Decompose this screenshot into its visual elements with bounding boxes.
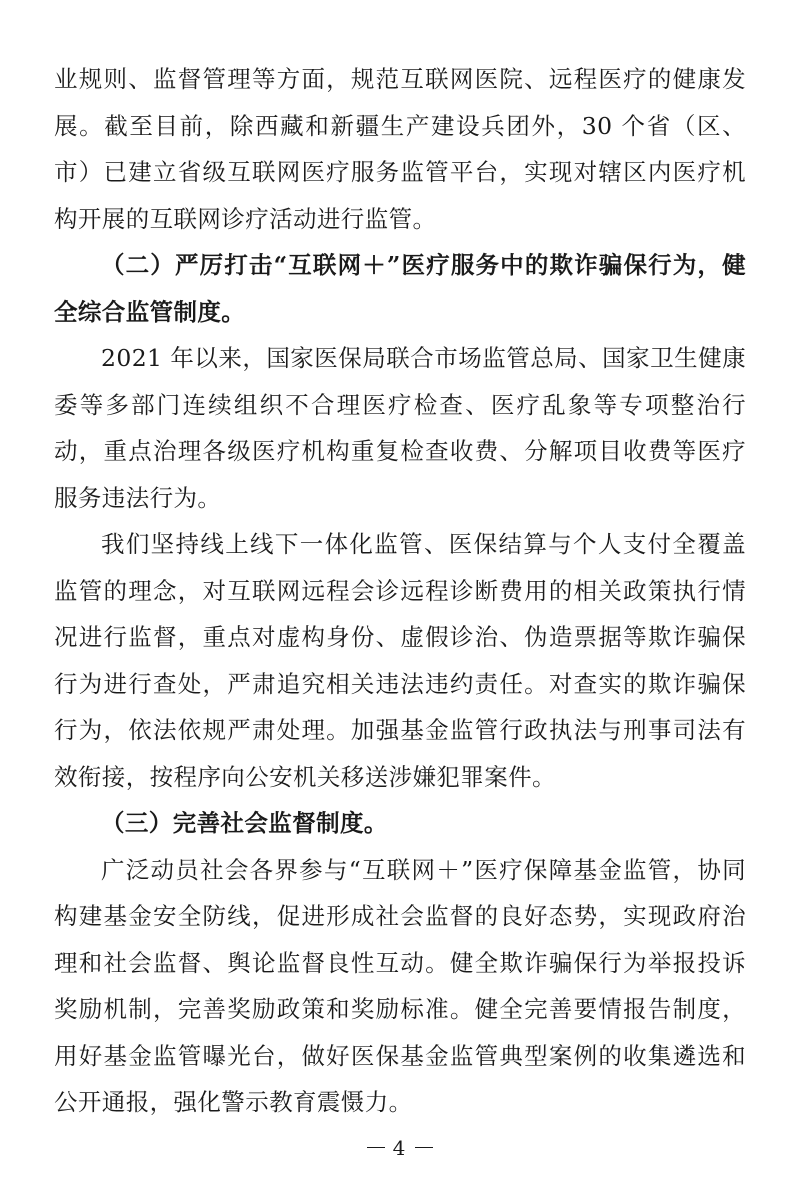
paragraph-2-1: 2021 年以来，国家医保局联合市场监管总局、国家卫生健康委等多部门连续组织不合理医疗检查、医疗乱象等专项整治行动，重点治理各级医疗机构重复检查收费、分解项目收费等医疗服务违法行为。 xyxy=(54,344,746,512)
section-heading-three: （三）完善社会监督制度。 xyxy=(101,809,388,837)
section-heading-two: （二）严厉打击“互联网＋”医疗服务中的欺诈骗保行为，健全综合监管制度。 xyxy=(54,251,746,326)
page-footer xyxy=(0,1136,800,1160)
footer-dash-left xyxy=(367,1147,385,1148)
paragraph-3-1: 广泛动员社会各界参与“互联网＋”医疗保障基金监管，协同构建基金安全防线，促进形成社会监督的良好态势，实现政府治理和社会监督、舆论监督良性互动。健全欺诈骗保行为举报投诉奖励机制，完善奖励政策和奖励标准。健全完善要情报告制度，用好基金监管曝光台，做好医保基金监管典型案例的收集遴选和公开通报，强化警示教育震慑力。 xyxy=(54,855,746,1116)
document-body xyxy=(54,56,746,1126)
paragraph-continued: 业规则、监督管理等方面，规范互联网医院、远程医疗的健康发展。截至目前，除西藏和新疆生产建设兵团外，30 个省（区、市）已建立省级互联网医疗服务监管平台，实现对辖区内医疗机构开展的互联网诊疗活动进行监管。 xyxy=(54,65,746,233)
paragraph-2-2: 我们坚持线上线下一体化监管、医保结算与个人支付全覆盖监管的理念，对互联网远程会诊远程诊断费用的相关政策执行情况进行监督，重点对虚构身份、虚假诊治、伪造票据等欺诈骗保行为进行查处，严肃追究相关违法违约责任。对查实的欺诈骗保行为，依法依规严肃处理。加强基金监管行政执法与刑事司法有效衔接，按程序向公安机关移送涉嫌犯罪案件。 xyxy=(54,530,746,791)
footer-dash-right xyxy=(415,1147,433,1148)
page-number: 4 xyxy=(392,1136,408,1160)
